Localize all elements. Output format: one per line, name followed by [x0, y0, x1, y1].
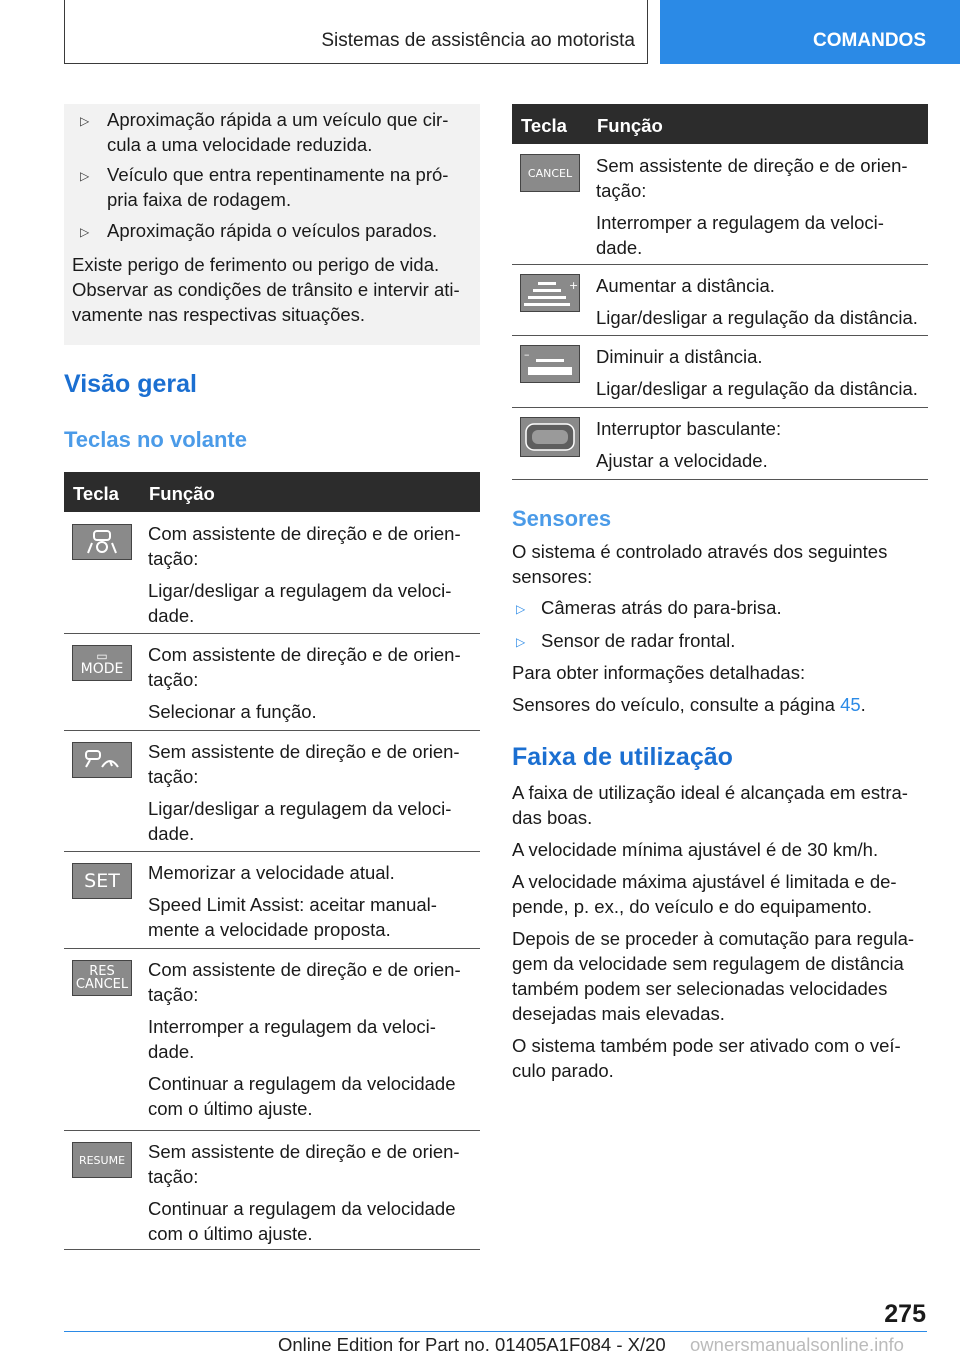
page-link[interactable]: 45	[840, 694, 861, 715]
table-row: ▭ MODE Com assistente de direção e de orien- tação: Selecionar a função.	[64, 633, 480, 731]
table-row: SET Memorizar a velocidade atual. Speed Limit Assist: aceitar manual- mente a velocidade proposta.	[64, 851, 480, 949]
table-header: Tecla Função	[64, 472, 480, 512]
table-row: Sem assistente de direção e de orien- tação: Ligar/desligar a regulagem da veloci- dade.	[64, 730, 480, 852]
header-bar	[64, 0, 648, 64]
chapter-tab	[660, 0, 960, 64]
table-row: + Aumentar a distância. Ligar/desligar a regulação da distância.	[512, 264, 928, 336]
overview-heading: Visão geral	[64, 370, 197, 398]
table-row: – Diminuir a distância. Ligar/desligar a regulação da distância.	[512, 335, 928, 408]
edition-note: Online Edition for Part no. 01405A1F084 - X/20	[278, 1334, 666, 1355]
distance-increase-icon	[520, 274, 580, 312]
svg-text:+: +	[569, 279, 578, 292]
svg-text:–: –	[524, 349, 530, 361]
wheel-keys-heading: Teclas no volante	[64, 427, 247, 452]
mode-key-icon: ▭ MODE	[72, 645, 132, 681]
chapter-tab-label: COMANDOS	[813, 30, 926, 51]
table-row: Com assistente de direção e de orien- tação: Ligar/desligar a regulagem da veloci- dade.	[64, 512, 480, 634]
watermark: ownersmanualsonline.info	[690, 1334, 904, 1355]
range-heading: Faixa de utilização	[512, 743, 733, 771]
table-row: CANCEL Sem assistente de direção e de orien- tação: Interromper a regulagem da veloci- dade.	[512, 144, 928, 265]
triangle-bullet-icon: ▷	[80, 225, 90, 239]
triangle-bullet-icon: ▷	[80, 114, 90, 128]
page-number: 275	[884, 1300, 926, 1328]
triangle-bullet-icon: ▷	[516, 602, 526, 616]
range-section: A faixa de utilização ideal é alcançada em estra- das boas. A velocidade mínima ajustável é de 30 km/h. A velocidade máxima ajustável é limitada e de- pende, p. ex., do veículo e do equipamento. Depois de se proceder à comutação para regula- gem da velocidade sem regulagem de distância também podem ser selecionadas velocidades desejadas mais elevadas. O sistema também pode ser ativado com o veí- culo parado.	[512, 782, 915, 1081]
distance-decrease-icon	[520, 345, 580, 383]
steering-assist-icon	[72, 524, 132, 560]
table-row: RESUME Sem assistente de direção e de orien- tação: Continuar a regulagem da velocidade com o último ajuste.	[64, 1130, 480, 1250]
sensors-heading: Sensores	[512, 506, 612, 531]
warning-box: ▷ Aproximação rápida a um veículo que cir- cula a uma velocidade reduzida. ▷ Veículo que entra repentinamente na pró- pria faixa de rodagem. ▷ Aproximação rápida o veículos parados. Existe perigo de ferimento ou perigo de vida. Observar as condições de trânsito e intervir ati- vamente nas respectivas situações.	[64, 104, 480, 345]
warning-text: Existe perigo de ferimento ou perigo de vida. Observar as condições de trânsito e intervir ati- vamente nas respectivas situações.	[72, 254, 460, 325]
cancel-key-icon: CANCEL	[520, 154, 580, 192]
sensors-section: O sistema é controlado através dos seguintes sensores: ▷ Câmeras atrás do para-brisa. ▷ Sensor de radar frontal. Para obter informações detalhadas: Sensores do veículo, consulte a página 45.	[512, 539, 928, 717]
cruise-onoff-icon	[72, 742, 132, 778]
table-row: Interruptor basculante: Ajustar a velocidade.	[512, 407, 928, 480]
section-title: Sistemas de assistência ao motorista	[321, 30, 635, 51]
triangle-bullet-icon: ▷	[516, 635, 526, 649]
table-row: RES CANCEL Com assistente de direção e de orien- tação: Interromper a regulagem da veloci- dade. Continuar a regulagem da velocidade com o último ajuste.	[64, 948, 480, 1131]
list-item: ▷ Sensor de radar frontal.	[512, 628, 928, 660]
footer-divider	[64, 1331, 927, 1332]
set-key-icon: SET	[72, 863, 132, 899]
table-header: Tecla Função	[512, 104, 928, 144]
res-cancel-key-icon: RES CANCEL	[72, 960, 132, 996]
list-item: ▷ Câmeras atrás do para-brisa.	[512, 595, 928, 628]
triangle-bullet-icon: ▷	[80, 169, 90, 183]
rocker-switch-icon	[520, 417, 580, 457]
page-reference: Sensores do veículo, consulte a página 45.	[512, 694, 866, 715]
resume-key-icon: RESUME	[72, 1142, 132, 1178]
